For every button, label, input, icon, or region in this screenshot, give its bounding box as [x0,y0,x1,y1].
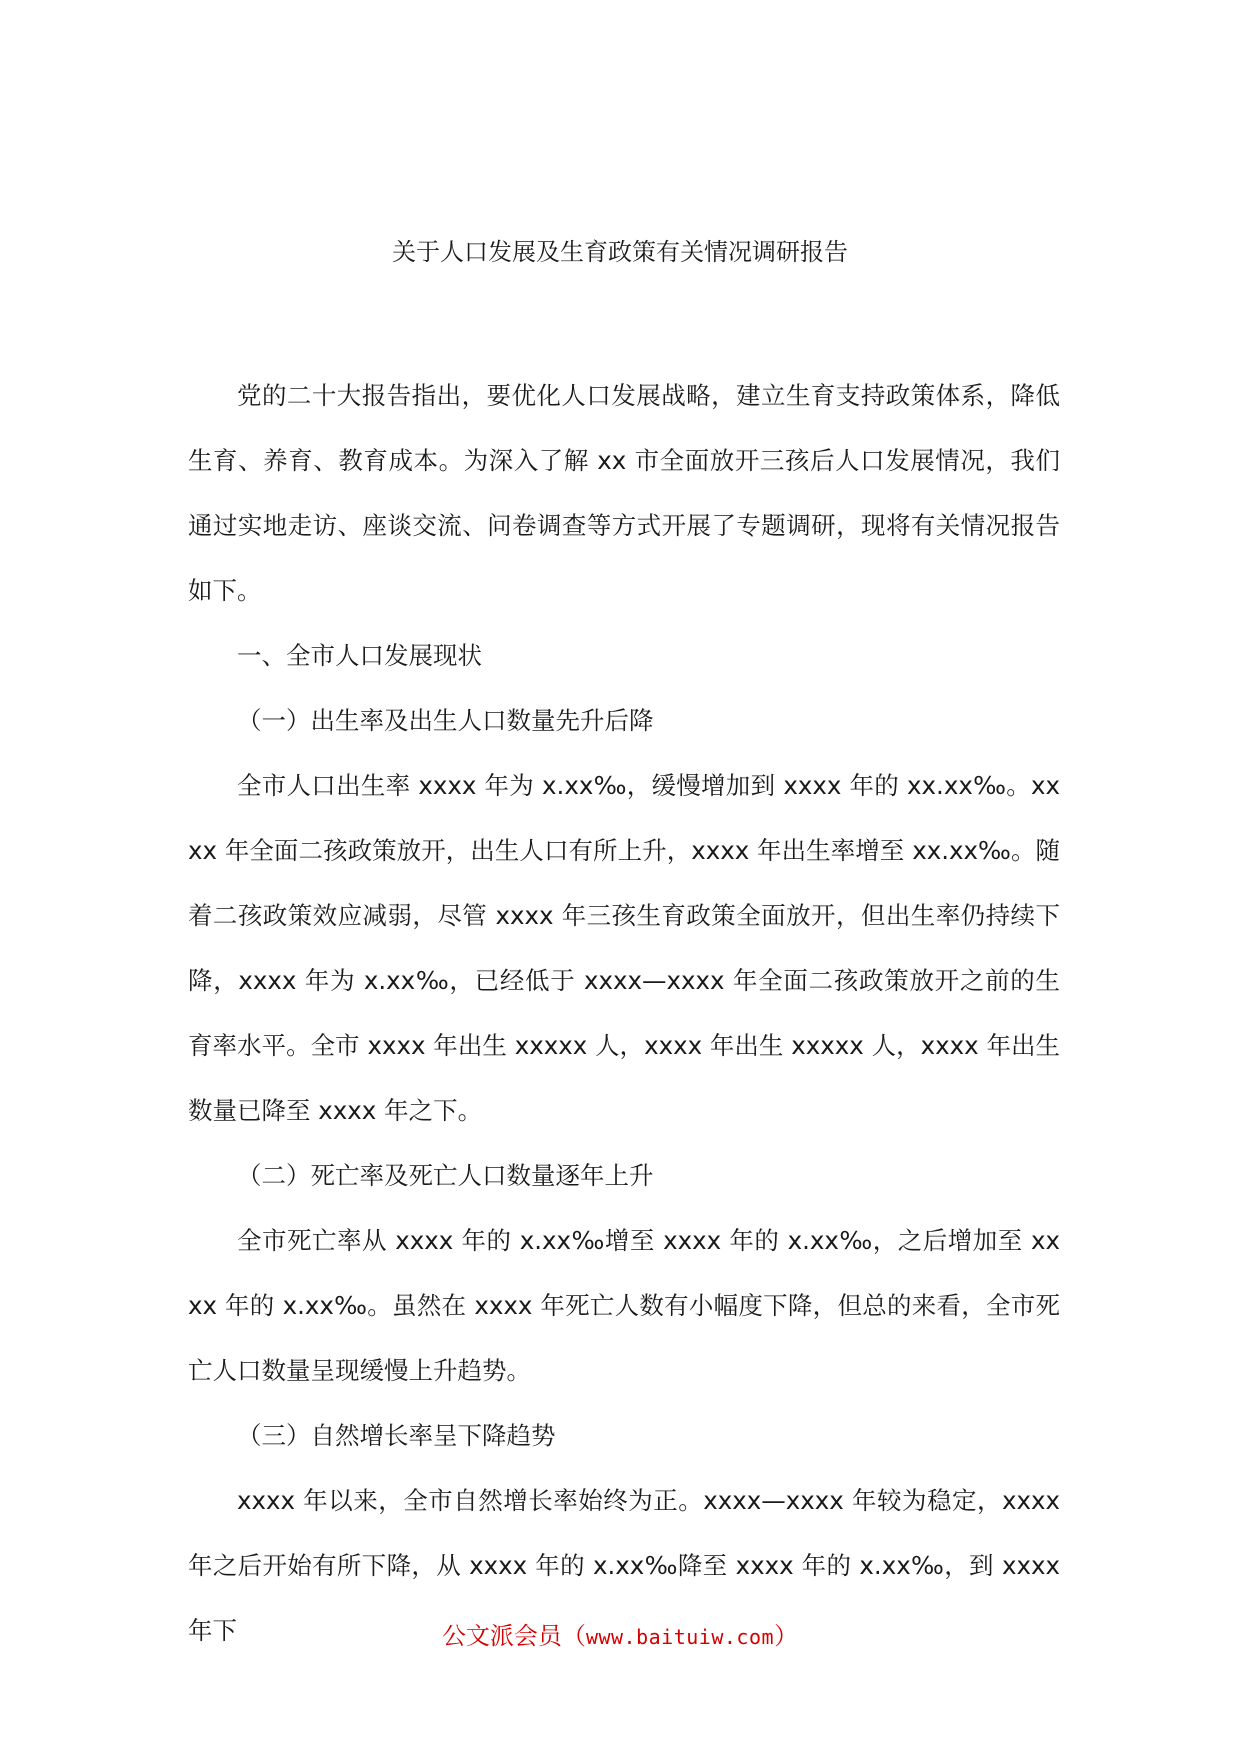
footer-close: ） [774,1622,799,1650]
intro-paragraph: 党的二十大报告指出，要优化人口发展战略，建立生育支持政策体系，降低生育、养育、教育成本。为深入了解 xx 市全面放开三孩后人口发展情况，我们通过实地走访、座谈交流、问卷调查等方式开展了专题调研，现将有关情况报告如下。 [188,381,1060,605]
subsection-paragraph-1: 全市人口出生率 xxxx 年为 x.xx‰，缓慢增加到 xxxx 年的 xx.xx‰。xxxx 年全面二孩政策放开，出生人口有所上升，xxxx 年出生率增至 xx.xx‰。随着二孩政策效应减弱，尽管 xxxx 年三孩生育政策全面放开，但出生率仍持续下降，xxxx 年为 x.xx‰，已经低于 xxxx—xxxx 年全面二孩政策放开之前的生育率水平。全市 xxxx 年出生 xxxxx 人，xxxx 年出生 xxxxx 人，xxxx 年出生数量已降至 xxxx 年之下。 [188,771,1060,1125]
subsection-heading-2: （二）死亡率及死亡人口数量逐年上升 [237,1161,654,1190]
footer-watermark [0,1620,1240,1653]
subsection-heading-1: （一）出生率及出生人口数量先升后降 [237,706,654,735]
document-title: 关于人口发展及生育政策有关情况调研报告 [392,238,848,266]
subsection-heading-3: （三）自然增长率呈下降趋势 [237,1421,556,1450]
footer-brand: 公文派会员（ [441,1622,586,1650]
footer-url-link[interactable]: www.baituiw.com [585,1625,775,1649]
document-body [188,363,1060,1663]
section-heading-1: 一、全市人口发展现状 [237,641,482,670]
subsection-paragraph-3: xxxx 年以来，全市自然增长率始终为正。xxxx—xxxx 年较为稳定，xxxx 年之后开始有所下降，从 xxxx 年的 x.xx‰降至 xxxx 年的 x.xx‰，到 xxxx 年下 [188,1486,1060,1645]
subsection-paragraph-2: 全市死亡率从 xxxx 年的 x.xx‰增至 xxxx 年的 x.xx‰，之后增加至 xxxx 年的 x.xx‰。虽然在 xxxx 年死亡人数有小幅度下降，但总的来看，全市死亡人口数量呈现缓慢上升趋势。 [188,1226,1060,1385]
